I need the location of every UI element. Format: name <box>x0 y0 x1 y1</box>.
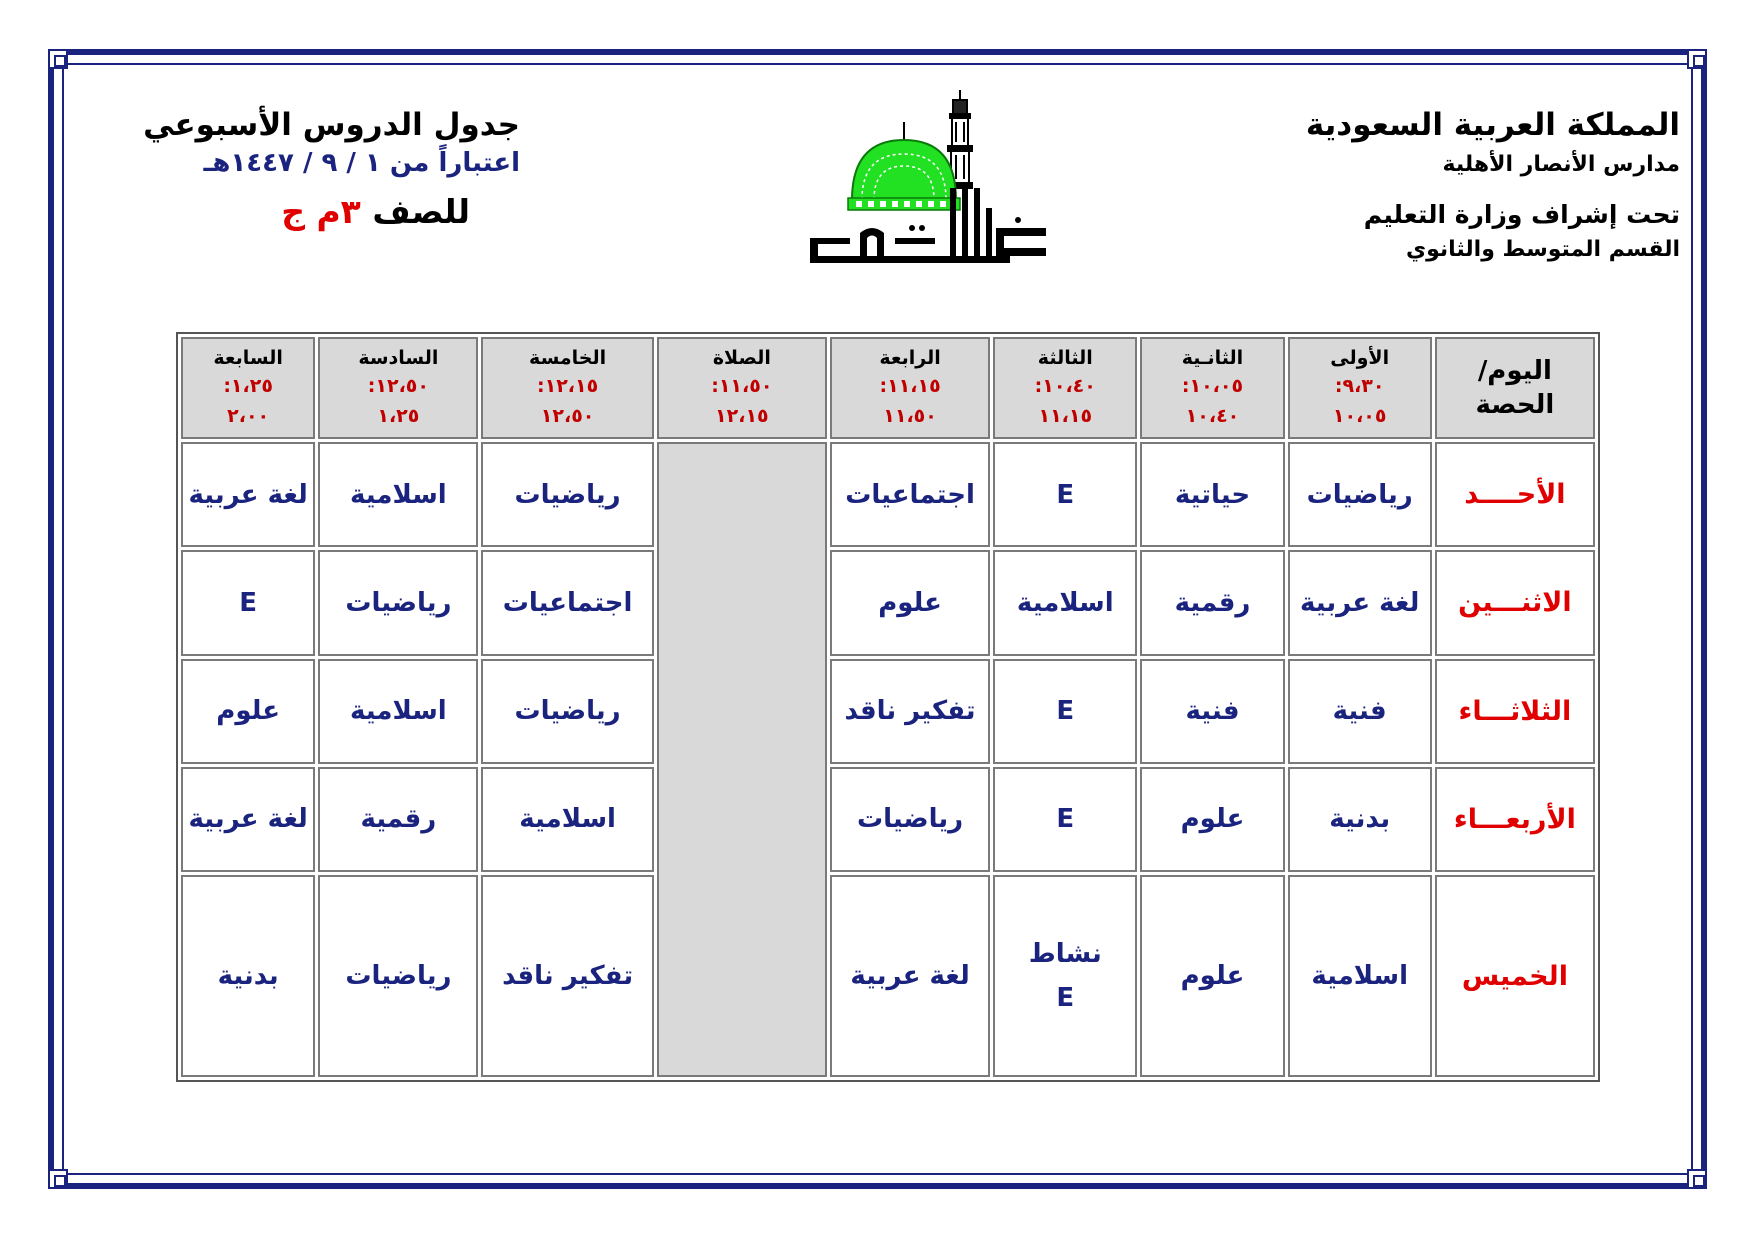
period-name: الصلاة <box>712 347 771 369</box>
day-cell: الثلاثـــاء <box>1435 659 1595 764</box>
schedule-table <box>176 332 1600 1082</box>
subject-cell: تفكير ناقد <box>481 875 653 1077</box>
subject-cell: رياضيات <box>481 659 653 764</box>
schedule-title: جدول الدروس الأسبوعي <box>143 107 520 143</box>
period-name: السابعة <box>213 347 283 369</box>
subject-line: E <box>1056 983 1075 1014</box>
corner-ornament <box>48 1169 68 1189</box>
subject-cell: علوم <box>1140 875 1284 1077</box>
kingdom-title: المملكة العربية السعودية <box>1305 107 1680 143</box>
subject-line: نشاط <box>1028 939 1102 970</box>
period-start: ١١،١٥: <box>879 375 941 397</box>
subject-cell: لغة عربية <box>830 875 990 1077</box>
table-row <box>181 875 1595 1077</box>
corner-ornament <box>48 49 68 69</box>
period-end: ١١،٥٠ <box>883 405 937 427</box>
table-row <box>181 767 1595 872</box>
subject-cell: رياضيات <box>481 442 653 547</box>
ministry-line: تحت إشراف وزارة التعليم <box>1363 200 1680 229</box>
subject-cell: رياضيات <box>318 550 478 655</box>
class-label: للصف <box>372 192 470 231</box>
table-row <box>181 550 1595 655</box>
period-name: الثالثة <box>1037 347 1093 369</box>
period-name: السادسة <box>358 347 439 369</box>
subject-cell: E <box>993 659 1137 764</box>
subject-cell: E <box>993 767 1137 872</box>
subject-cell: رياضيات <box>318 875 478 1077</box>
period-end: ١،٢٥ <box>377 405 420 427</box>
subject-cell: اسلامية <box>318 659 478 764</box>
period-start: ١٠،٤٠: <box>1034 375 1096 397</box>
subject-cell: علوم <box>830 550 990 655</box>
class-value: ٣م ج <box>281 192 361 231</box>
period-name: الثانـية <box>1181 347 1244 369</box>
effective-date: اعتباراً من ١ / ٩ / ١٤٤٧هـ <box>203 148 520 178</box>
subject-cell-multiline <box>993 875 1137 1077</box>
corner-ornament <box>1687 1169 1707 1189</box>
subject-cell: فنية <box>1140 659 1284 764</box>
period-end: ١٠،٤٠ <box>1185 405 1240 427</box>
subject-cell: بدنية <box>1288 767 1432 872</box>
subject-cell: E <box>181 550 315 655</box>
period-header <box>1140 337 1284 439</box>
subject-cell: رياضيات <box>1288 442 1432 547</box>
subject-cell: اسلامية <box>318 442 478 547</box>
subject-cell: لغة عربية <box>181 442 315 547</box>
period-start: ١،٢٥: <box>223 375 273 397</box>
corner-day-label: اليوم/ <box>1477 356 1552 386</box>
subject-cell: فنية <box>1288 659 1432 764</box>
corner-ornament <box>1687 49 1707 69</box>
header-left <box>140 105 520 237</box>
period-end: ١٢،١٥ <box>715 405 769 427</box>
subject-cell: لغة عربية <box>181 767 315 872</box>
section-line: القسم المتوسط والثانوي <box>1405 237 1680 262</box>
subject-cell: اجتماعيات <box>481 550 653 655</box>
table-row <box>181 442 1595 547</box>
subject-cell: علوم <box>181 659 315 764</box>
subject-cell: اسلامية <box>481 767 653 872</box>
subject-cell: بدنية <box>181 875 315 1077</box>
green-dome <box>848 122 960 210</box>
period-end: ١٠،٠٥ <box>1332 405 1387 427</box>
subject-cell: رقمية <box>318 767 478 872</box>
subject-cell: حياتية <box>1140 442 1284 547</box>
subject-cell: اجتماعيات <box>830 442 990 547</box>
table-row <box>181 659 1595 764</box>
table-header-row <box>181 337 1595 439</box>
subject-cell: رياضيات <box>830 767 990 872</box>
period-start: ٩،٣٠: <box>1334 375 1385 397</box>
prayer-header <box>657 337 827 439</box>
school-logo <box>800 88 1055 273</box>
subject-cell: E <box>993 442 1137 547</box>
period-end: ١٢،٥٠ <box>540 405 595 427</box>
period-name: الرابعة <box>879 347 941 369</box>
corner-period-label: الحصة <box>1475 390 1555 420</box>
school-name: مدارس الأنصار الأهلية <box>1442 152 1680 177</box>
day-cell: الأحــــد <box>1435 442 1595 547</box>
day-cell: الأربعـــاء <box>1435 767 1595 872</box>
period-header <box>181 337 315 439</box>
period-header <box>1288 337 1432 439</box>
period-name: الخامسة <box>529 347 607 369</box>
header-right <box>1306 105 1680 265</box>
period-start: ١٢،٥٠: <box>367 375 429 397</box>
period-header <box>993 337 1137 439</box>
subject-cell: علوم <box>1140 767 1284 872</box>
class-line <box>140 187 520 237</box>
period-name: الأولى <box>1330 347 1390 369</box>
subject-cell: اسلامية <box>993 550 1137 655</box>
period-start: ١٠،٠٥: <box>1181 375 1244 397</box>
period-end: ١١،١٥ <box>1038 405 1093 427</box>
corner-header <box>1435 337 1595 439</box>
period-header <box>830 337 990 439</box>
period-start: ١٢،١٥: <box>536 375 599 397</box>
subject-cell: رقمية <box>1140 550 1284 655</box>
period-end: ٢،٠٠ <box>227 405 270 427</box>
day-cell: الخميس <box>1435 875 1595 1077</box>
day-cell: الاثنـــين <box>1435 550 1595 655</box>
period-header <box>481 337 653 439</box>
period-start: ١١،٥٠: <box>711 375 773 397</box>
subject-cell: اسلامية <box>1288 875 1432 1077</box>
prayer-break-cell <box>657 442 827 1077</box>
subject-cell: لغة عربية <box>1288 550 1432 655</box>
subject-cell: تفكير ناقد <box>830 659 990 764</box>
period-header <box>318 337 478 439</box>
